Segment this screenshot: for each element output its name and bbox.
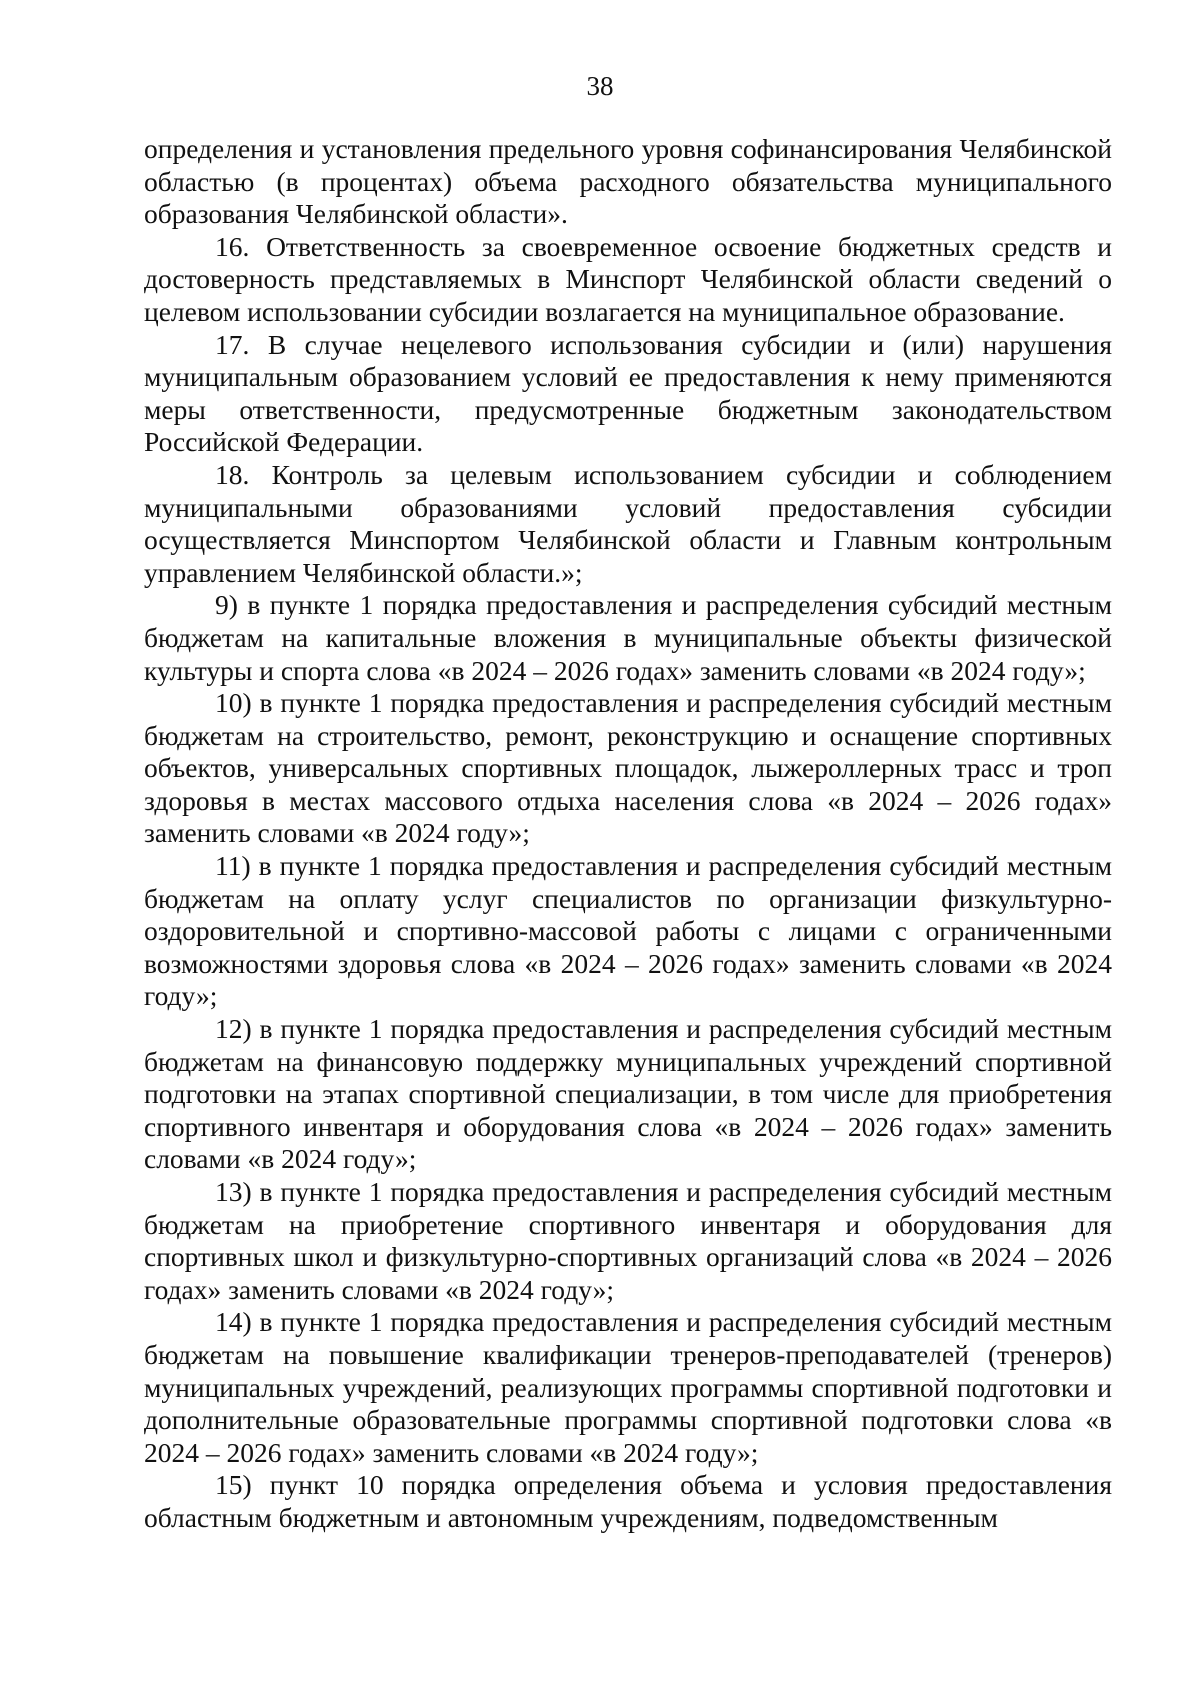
paragraph-subitem-11: 11) в пункте 1 порядка предоставления и распределения субсидий местным бюджетам на оплату услуг специалистов по организации физкультурно-оздоровительной и спортивно-массовой работы с лицами с ограниченными возможностями здоровья слова «в 2024 – 2026 годах» заменить словами «в 2024 году»; xyxy=(144,850,1112,1012)
paragraph-subitem-12: 12) в пункте 1 порядка предоставления и распределения субсидий местным бюджетам на финансовую поддержку муниципальных учреждений спортивной подготовки на этапах спортивной специализации, в том числе для приобретения спортивного инвентаря и оборудования слова «в 2024 – 2026 годах» заменить словами «в 2024 году»; xyxy=(144,1013,1112,1175)
paragraph-item-18: 18. Контроль за целевым использованием субсидии и соблюдением муниципальными образованиями условий предоставления субсидии осуществляется Минспортом Челябинской области и Главным контрольным управлением Челябинской области.»; xyxy=(144,458,1112,588)
paragraph-item-17: 17. В случае нецелевого использования субсидии и (или) нарушения муниципальным образованием условий ее предоставления к нему применяются меры ответственности, предусмотренные бюджетным законодательством Российской Федерации. xyxy=(144,328,1112,458)
document-body xyxy=(144,133,1112,1535)
paragraph-subitem-13: 13) в пункте 1 порядка предоставления и распределения субсидий местным бюджетам на приобретение спортивного инвентаря и оборудования для спортивных школ и физкультурно-спортивных организаций слова «в 2024 – 2026 годах» заменить словами «в 2024 году»; xyxy=(144,1176,1112,1305)
page-number: 38 xyxy=(586,71,614,101)
paragraph-subitem-9: 9) в пункте 1 порядка предоставления и распределения субсидий местным бюджетам на капитальные вложения в муниципальные объекты физической культуры и спорта слова «в 2024 – 2026 годах» заменить словами «в 2024 году»; xyxy=(144,589,1112,686)
paragraph-continuation: определения и установления предельного уровня софинансирования Челябинской областью (в процентах) объема расходного обязательства муниципального образования Челябинской области». xyxy=(144,133,1112,230)
paragraph-item-16: 16. Ответственность за своевременное освоение бюджетных средств и достоверность представляемых в Минспорт Челябинской области сведений о целевом использовании субсидии возлагается на муниципальное образование. xyxy=(144,230,1112,327)
paragraph-subitem-15: 15) пункт 10 порядка определения объема и условия предоставления областным бюджетным и автономным учреждениям, подведомственным xyxy=(144,1469,1112,1533)
paragraph-subitem-14: 14) в пункте 1 порядка предоставления и распределения субсидий местным бюджетам на повышение квалификации тренеров-преподавателей (тренеров) муниципальных учреждений, реализующих программы спортивной подготовки и дополнительные образовательные программы спортивной подготовки слова «в 2024 – 2026 годах» заменить словами «в 2024 году»; xyxy=(144,1306,1112,1468)
paragraph-subitem-10: 10) в пункте 1 порядка предоставления и распределения субсидий местным бюджетам на строительство, ремонт, реконструкцию и оснащение спортивных объектов, универсальных спортивных площадок, лыжероллерных трасс и троп здоровья в местах массового отдыха населения слова «в 2024 – 2026 годах» заменить словами «в 2024 году»; xyxy=(144,687,1112,849)
